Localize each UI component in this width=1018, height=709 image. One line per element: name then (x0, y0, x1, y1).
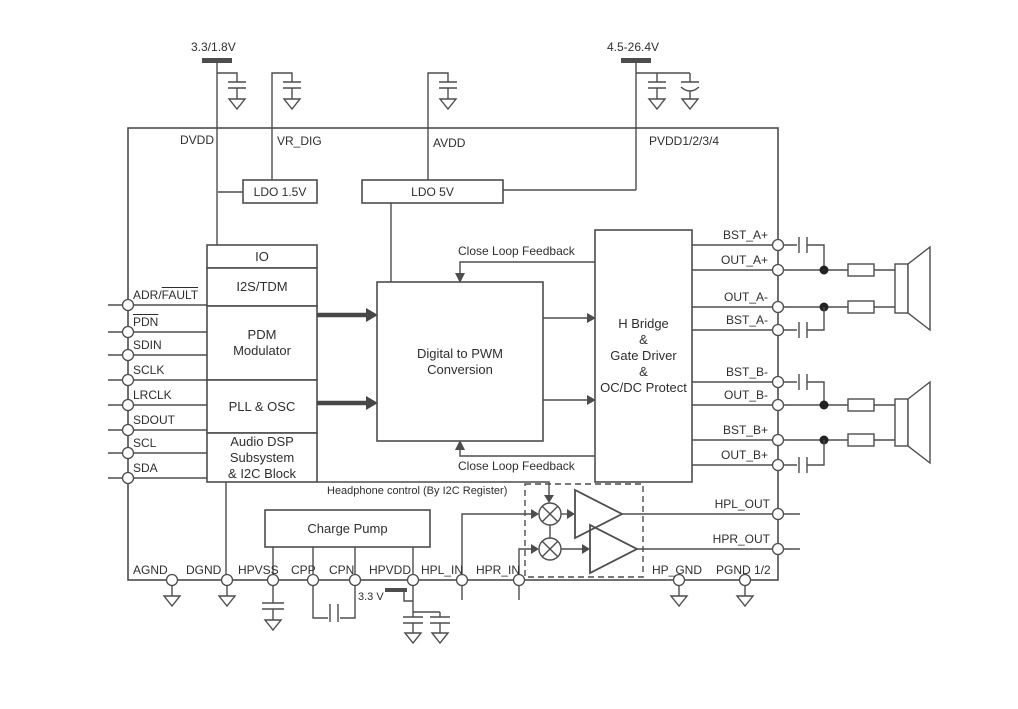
decoupling-cap-icon (228, 82, 246, 109)
pin-label-cpp: CPP (291, 563, 316, 577)
pin-node (773, 302, 784, 313)
pin-label-pvdd: PVDD1/2/3/4 (649, 134, 720, 148)
pin-label-vrdig: VR_DIG (277, 134, 322, 148)
ground-icon (440, 99, 456, 109)
pin-label-bst-b-plus: BST_B+ (722, 423, 768, 437)
hpvss-cap-icon (262, 586, 284, 631)
power-rail-bar (385, 588, 407, 592)
pin-node (123, 327, 134, 338)
amp-triangle-icon (590, 525, 637, 573)
arrowhead-icon (567, 509, 575, 519)
digital-supply-label: 3.3/1.8V (191, 40, 236, 54)
pin-label-hpr-out: HPR_OUT (712, 532, 770, 546)
speaker-icon (895, 382, 930, 463)
pin-node (773, 265, 784, 276)
bootstrap-cap-icon (784, 307, 825, 338)
pdm-modulator-label: PDM Modulator (233, 327, 291, 358)
decoupling-cap-icon (648, 82, 666, 109)
charge-pump-label: Charge Pump (307, 520, 388, 536)
pin-node (773, 400, 784, 411)
flying-cap-icon (313, 586, 355, 623)
decoupling-cap-icon (439, 82, 457, 109)
pin-node (123, 448, 134, 459)
pin-label-out-a-plus: OUT_A+ (720, 253, 768, 267)
pin-label-hpvss: HPVSS (238, 563, 279, 577)
power-rail-bar (202, 58, 232, 63)
pin-label-hpl-out: HPL_OUT (714, 497, 770, 511)
pwm-conversion-label: Digital to PWM Conversion (417, 345, 503, 377)
resistor-icon (848, 264, 874, 276)
ldo-1v5-label: LDO 1.5V (253, 184, 307, 199)
feedback-bottom-label: Close Loop Feedback (458, 459, 575, 473)
vrdig-supply-net (272, 73, 301, 180)
pin-label-sda: SDA (133, 461, 158, 475)
ldo-5v-label: LDO 5V (411, 184, 454, 199)
ground-icon (671, 596, 687, 606)
ground-icon (284, 99, 300, 109)
close-loop-feedback-top-wire (455, 262, 595, 283)
junction-dot (820, 266, 829, 275)
pin-label-hpl-in: HPL_IN (421, 563, 464, 577)
pin-label-avdd: AVDD (433, 136, 466, 150)
io-block-label: IO (255, 248, 269, 264)
pin-label-sclk: SCLK (133, 363, 165, 377)
ground-icon (219, 596, 235, 606)
pvdd-to-ldo5-wire (503, 128, 636, 190)
pin-label-hp-gnd: HP_GND (652, 563, 703, 577)
pin-node (167, 575, 178, 586)
ground-icon (737, 596, 753, 606)
ground-icon (405, 633, 421, 643)
bottom-external-components (164, 586, 753, 644)
bootstrap-cap-icon (784, 237, 825, 270)
junction-dot (820, 401, 829, 410)
pin-label-out-b-minus: OUT_B- (723, 388, 768, 402)
speaker-a-network (784, 237, 931, 338)
pin-label-hpr-in: HPR_IN (476, 563, 521, 577)
bus-arrows (317, 308, 378, 410)
pin-node (123, 300, 134, 311)
pin-node (773, 377, 784, 388)
pin-node (773, 509, 784, 520)
ground-icon (164, 596, 180, 606)
pin-node (123, 350, 134, 361)
bulk-cap-icon (681, 82, 699, 109)
power-rail-bar (621, 58, 651, 63)
dvdd-supply-net (202, 58, 246, 128)
pin-label-sdin: SDIN (133, 338, 162, 352)
pin-node (773, 325, 784, 336)
amp-triangle-icon (575, 490, 622, 538)
mixer-icon (539, 538, 561, 560)
ground-icon (649, 99, 665, 109)
pin-node (773, 460, 784, 471)
pin-node (222, 575, 233, 586)
pin-label-agnd: AGND (133, 563, 168, 577)
pin-label-bst-a-minus: BST_A- (725, 313, 768, 327)
mixer-icon (539, 503, 561, 525)
pin-label-sdout: SDOUT (133, 413, 175, 427)
bootstrap-cap-icon (784, 374, 825, 405)
pin-node (123, 375, 134, 386)
arrowhead-icon (531, 509, 539, 519)
pin-label-lrclk: LRCLK (133, 388, 172, 402)
speaker-icon (895, 247, 930, 330)
avdd-supply-net (428, 73, 457, 180)
hp-dashed-box (525, 484, 643, 577)
arrowhead-icon (531, 544, 539, 554)
pin-label-bst-a-plus: BST_A+ (722, 228, 768, 242)
decoupling-cap-icon (283, 82, 301, 109)
pin-label-pgnd: PGND 1/2 (716, 563, 771, 577)
pin-node (773, 544, 784, 555)
speaker-b-network (784, 374, 931, 473)
pin-node (123, 425, 134, 436)
pin-node (773, 240, 784, 251)
arrowhead-icon (582, 544, 590, 554)
pin-label-adr-fault: ADR/FAULT (133, 288, 199, 302)
pin-label-cpn: CPN (329, 563, 355, 577)
hpvdd-supply-label: 3.3 V (358, 591, 384, 603)
ground-icon (682, 99, 698, 109)
pwm-output-arrows (543, 313, 596, 405)
pin-node (123, 400, 134, 411)
pin-label-out-b-plus: OUT_B+ (720, 448, 768, 462)
pin-label-pdn: $\overline{PDN}$ (133, 315, 159, 329)
ground-icon (229, 99, 245, 109)
pin-label-scl: SCL (133, 436, 157, 450)
pin-label-dvdd: DVDD (180, 133, 215, 147)
hpvdd-caps (385, 586, 450, 644)
audio-dsp-label: Audio DSP Subsystem & I2C Block (228, 433, 296, 481)
close-loop-feedback-bottom-wire (455, 440, 595, 456)
resistor-icon (848, 399, 874, 411)
pin-label-bst-b-minus: BST_B- (725, 365, 768, 379)
ground-icon (432, 633, 448, 643)
pin-node (123, 473, 134, 484)
pvdd-supply-net (503, 58, 699, 190)
ground-icon (265, 620, 281, 630)
pin-label-out-a-minus: OUT_A- (723, 290, 768, 304)
pin-node (773, 435, 784, 446)
pin-label-hpvdd: HPVDD (369, 563, 412, 577)
arrowhead-icon (544, 495, 554, 503)
feedback-top-label: Close Loop Feedback (458, 244, 575, 258)
resistor-icon (848, 434, 874, 446)
bootstrap-cap-icon (784, 440, 825, 473)
pll-osc-label: PLL & OSC (228, 398, 296, 414)
h-bridge-label: H Bridge & Gate Driver & OC/DC Protect (600, 316, 687, 395)
i2s-tdm-label: I2S/TDM (236, 279, 288, 294)
pin-label-dgnd: DGND (186, 563, 222, 577)
pvdd-supply-label: 4.5-26.4V (607, 40, 660, 54)
hp-control-label: Headphone control (By I2C Register) (327, 485, 508, 497)
resistor-icon (848, 301, 874, 313)
